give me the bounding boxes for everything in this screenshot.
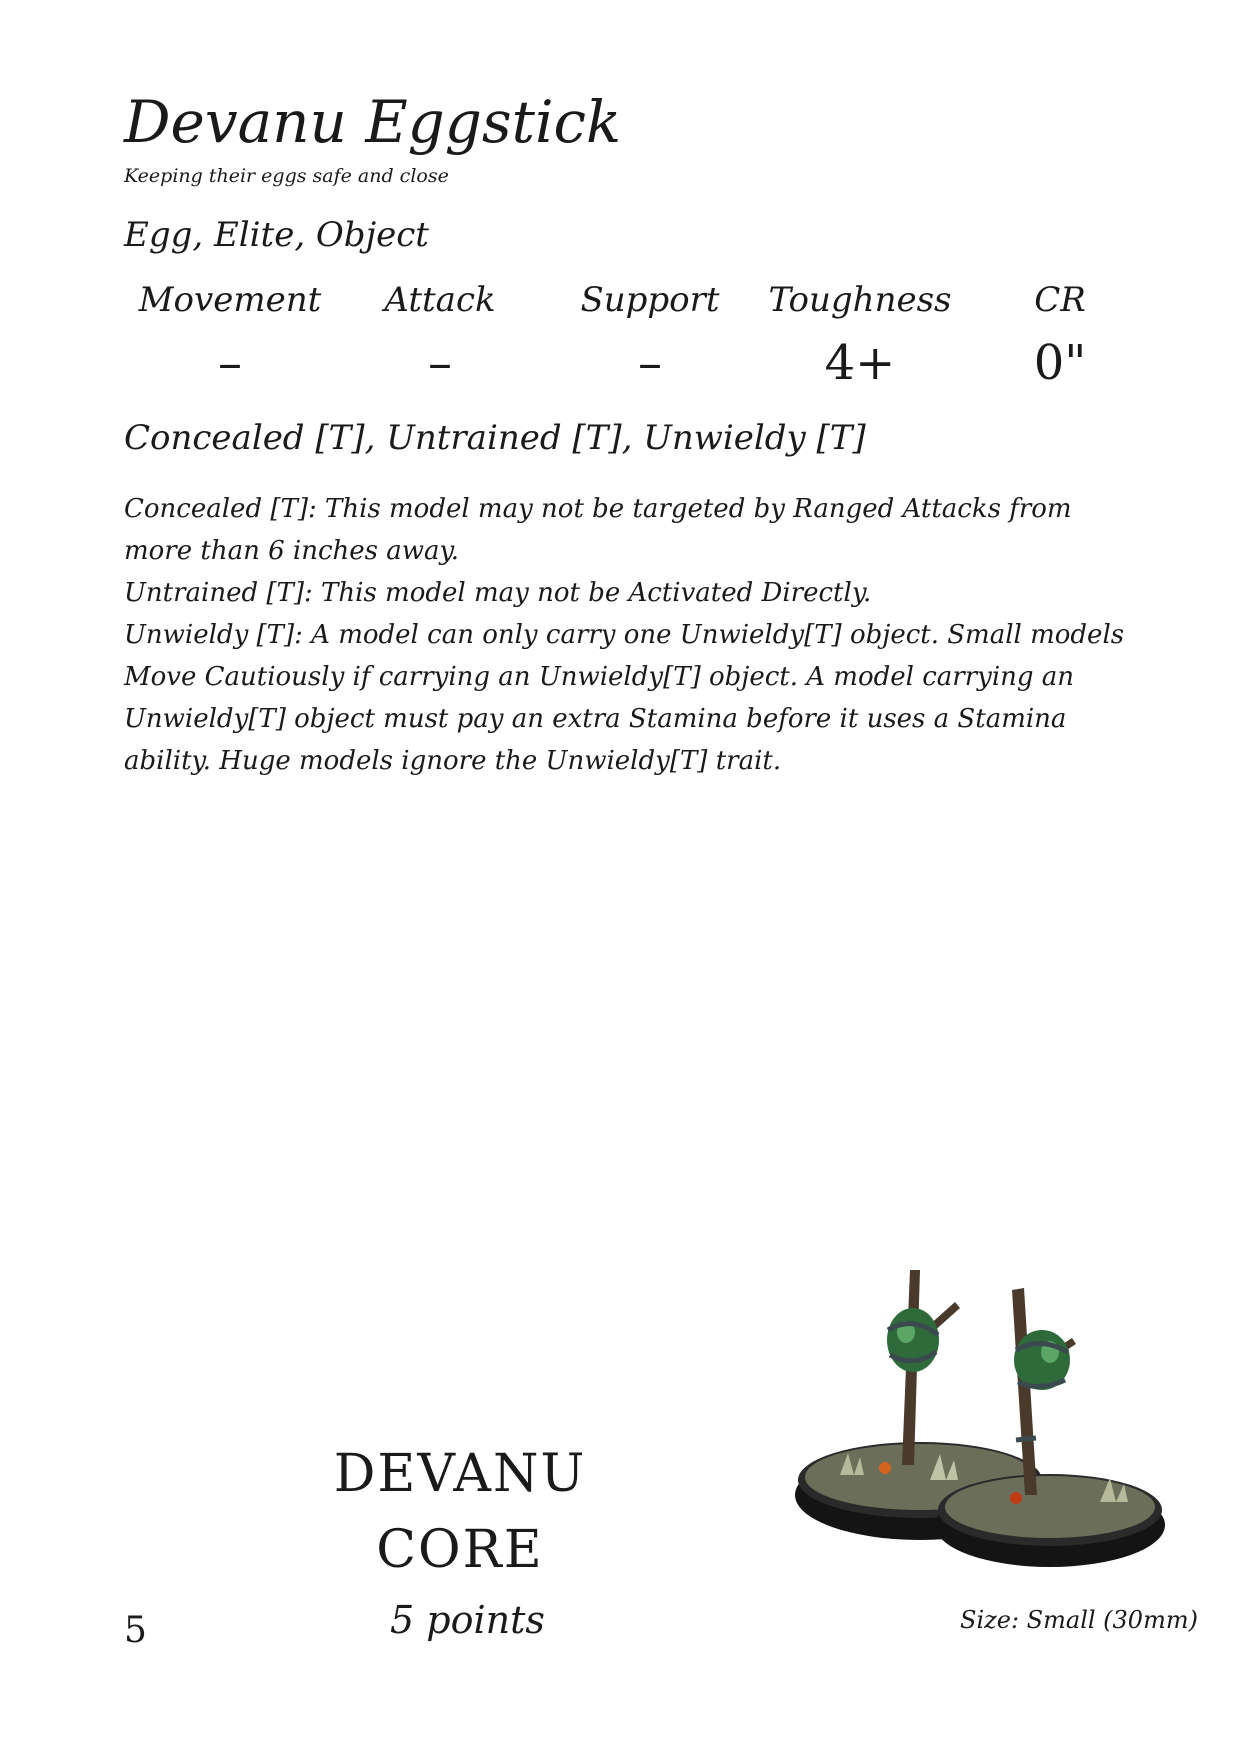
stat-value-movement: –: [218, 335, 242, 391]
faction-subtype: CORE: [376, 1520, 544, 1580]
rule-unwieldy: Unwieldy [T]: A model can only carry one Unwieldy[T] object. Small models Move Cautiously if carrying an Unwieldy[T] object. A model carrying an Unwieldy[T] object must pay an extra Stamina before it uses a Stamina ability. Huge models ignore the Unwieldy[T] trait.: [124, 620, 1125, 776]
page-number: 5: [124, 1610, 147, 1651]
rule-concealed: Concealed [T]: This model may not be targeted by Ranged Attacks from more than 6 inches away.: [124, 494, 1072, 566]
rule-untrained: Untrained [T]: This model may not be Activated Directly.: [124, 578, 872, 608]
stat-value-attack: –: [428, 335, 452, 391]
miniature-photo: [780, 1240, 1180, 1570]
faction-block: [300, 1436, 620, 1588]
faction-name: DEVANU: [333, 1444, 587, 1504]
stat-label-attack: Attack: [384, 280, 496, 320]
card-subtitle: Keeping their eggs safe and close: [124, 165, 449, 187]
stat-value-toughness: 4+: [824, 335, 896, 391]
base-size: Size: Small (30mm): [960, 1606, 1198, 1634]
card-title: Devanu Eggstick: [124, 88, 622, 156]
stat-label-cr: CR: [1034, 280, 1086, 320]
card-types: Egg, Elite, Object: [124, 215, 429, 255]
stat-value-support: –: [638, 335, 662, 391]
points-cost: 5 points: [390, 1598, 545, 1642]
rules-text: [124, 488, 1134, 782]
stat-label-movement: Movement: [138, 280, 322, 320]
stat-label-toughness: Toughness: [768, 280, 952, 320]
trait-list: Concealed [T], Untrained [T], Unwieldy [T]: [124, 418, 866, 458]
stat-label-support: Support: [580, 280, 720, 320]
stat-value-cr: 0": [1033, 335, 1087, 391]
